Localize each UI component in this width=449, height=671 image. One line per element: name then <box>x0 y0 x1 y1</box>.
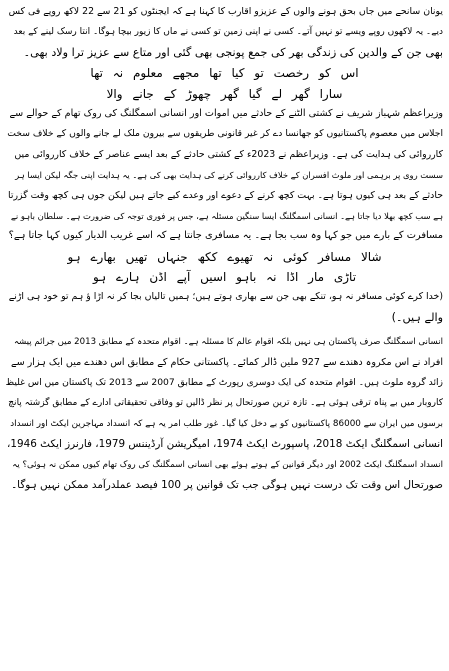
text-line: برسوں میں ایران سے 86000 پاکستانیوں کو بے دخل کیا گیا۔ غور طلب امر یہ ہے کہ انسداد مہاجرین ایکٹ اور انسداد <box>10 418 443 429</box>
verse-line: اس کو رخصت تو کیا تھا مجھے معلوم نہ تھا <box>90 66 359 81</box>
text-line: کارروائی کی ہدایت کی ہے۔ وزیراعظم نے 2023ء کے کشتی حادثے کے بعد ایسے عناصر کے خلاف کارروائی میں <box>14 148 443 160</box>
text-line: کاروبار میں بے پناہ ترقی ہوئی ہے۔ تازہ ترین صورتحال پر نظر ڈالیں تو وفاقی تحقیقاتی ادارے کے مطابق گزشتہ پانچ <box>8 398 443 409</box>
text-line: وزیراعظم شہباز شریف نے کشتی الٹنے کے حادثے میں اموات اور انسانی اسمگلنگ کی روک تھام کے حوالے سے <box>9 107 443 119</box>
text-line: ہے سب کچھ بھلا دیا جاتا ہے۔ انسانی اسمگلنگ ایسا سنگین مسئلہ ہے، جس پر فوری توجہ کی ضرورت ہے۔ سلطان باہو نے <box>10 210 443 221</box>
text-line: زائد گروہ ملوث ہیں۔ اقوام متحدہ کی ایک دوسری رپورٹ کے مطابق 2007 سے 2013 تک پاکستان میں اس غلیظ <box>6 377 443 389</box>
text-line: دیے۔ یہ لاکھوں روپے ویسے تو نہیں آتے۔ کسی نے اپنی زمین تو کسی نے ماں کا زیور بیچا ہوگا۔ انتا رسک لینے کے بعد <box>13 27 443 38</box>
text-line: یونان سانحے میں جاں بحق ہونے والوں کے عزیزو اقارب کا کہنا ہے کہ ایجنٹوں کو 21 سے 22 لاکھ روپے فی کس <box>8 6 443 17</box>
paragraph-2 <box>6 104 443 247</box>
verse-translation <box>6 287 443 328</box>
text-line: افراد نے اس مکروہ دھندے سے 927 ملین ڈالر کمائے۔ پاکستانی حکام کے مطابق اس دھندے میں ایک ہزار سے <box>10 356 443 368</box>
text-line: صورتحال اس وقت تک درست نہیں ہوگی جب تک قوانین پر 100 فیصد عملدرآمد ممکن نہیں ہوگا۔ <box>11 478 443 491</box>
text-line: مسافرت کے بارے میں جو کہا وہ سب بجا ہے۔ یہ مسافری جانتا ہے کہ اسے غریب الدیار کیوں کہا جاتا ہے؟ <box>8 230 443 242</box>
text-line: والے ہیں۔) <box>391 310 443 324</box>
verse-1 <box>6 63 443 104</box>
text-line: انسانی اسمگلنگ صرف پاکستان ہی نہیں بلکہ اقوام عالم کا مسئلہ ہے۔ اقوام متحدہ کے مطابق 2013 میں جرائم پیشہ <box>13 337 443 348</box>
text-line: انسانی اسمگلنگ ایکٹ 2018، پاسپورٹ ایکٹ 1974، امیگریشن آرڈیننس 1979، فارنرز ایکٹ 1946، <box>7 438 443 451</box>
text-line: سست روی پر برہمی اور ملوث افسران کے خلاف کارروائی کرنے کی ہدایت بھی کی ہے۔ یہ ہدایت اپنی جگہ لیکن ایسا ہر <box>15 170 443 181</box>
text-line: انسداد اسمگلنگ ایکٹ 2002 اور دیگر قوانین کے ہوتے ہوئے بھی انسانی اسمگلنگ کی روک تھام کیوں ممکن نہ ہوئی؟ یہ <box>12 459 443 470</box>
text-line: حادثے کے بعد ہی کیوں ہوتا ہے۔ بہت کچھ کرنے کے دعوے اور وعدے کیے جاتے ہیں لیکن جوں ہی کچھ وقت گزرتا <box>8 189 443 201</box>
text-line: بھی جن کے والدین کی زندگی بھر کی جمع پونجی بھی گئی اور متاع سے عزیز ترا ولاد بھی۔ <box>23 45 443 59</box>
verse-2 <box>6 247 443 288</box>
verse-line: سارا گھر لے گیا گھر چھوڑ کے جانے والا <box>106 86 343 101</box>
text-line: (خدا کرے کوئی مسافر نہ ہو، تنکے بھی جن سے بھاری ہوتے ہیں؛ ہمیں تالیاں بجا کر نہ اڑا ؤ ہم تو خود ہی اڑنے <box>8 291 443 303</box>
paragraph-3 <box>6 332 443 495</box>
paragraph-1 <box>6 2 443 63</box>
text-line: اجلاس میں معصوم پاکستانیوں کو جھانسا دے کر غیر قانونی طریقوں سے بیرون ملک لے جانے والوں کے خلاف سخت <box>7 128 443 140</box>
verse-line: شالا مسافر کوئی نہ تھیوے ککھ جنہاں تھیں بھارے ہو <box>67 249 382 264</box>
verse-line: تاڑی مار اڈا نہ باہو اسیں آپے اڈن ہارے ہو <box>92 270 357 285</box>
